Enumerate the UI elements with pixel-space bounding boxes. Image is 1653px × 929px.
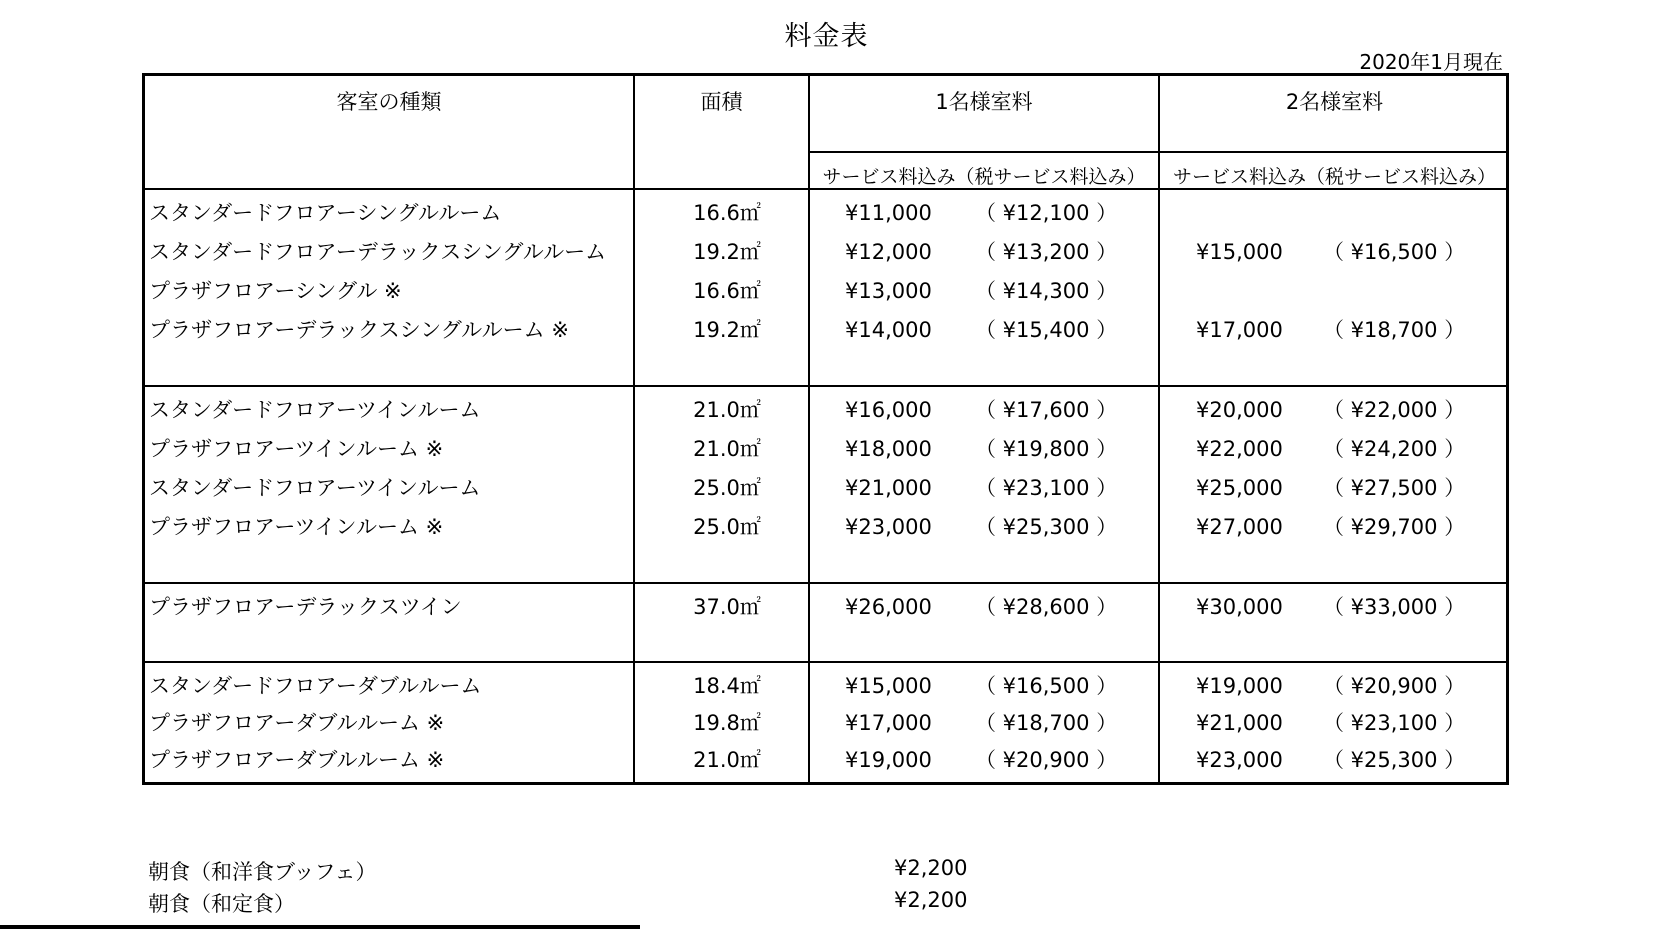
header-rate-single: 1名様室料: [935, 90, 1033, 114]
single-price-cell: ¥13,000: [845, 279, 932, 303]
header-sub-double: サービス料込み（税サービス料込み）: [1172, 166, 1496, 188]
table-row: [145, 272, 1506, 311]
single-price-cell: ¥18,000: [845, 437, 932, 461]
single-price-tax-cell: （ ¥13,200 ）: [975, 240, 1118, 264]
header-rate-double: 2名様室料: [1285, 90, 1384, 114]
double-price-cell: ¥25,000: [1196, 476, 1283, 500]
header-area: 面積: [700, 90, 743, 114]
single-price-tax-cell: （ ¥17,600 ）: [975, 398, 1118, 422]
group-divider: [145, 661, 1506, 663]
table-row: [145, 430, 1506, 469]
double-price-tax-cell: （ ¥22,000 ）: [1323, 398, 1466, 422]
table-row: [145, 508, 1506, 547]
room-type-cell: スタンダードフロアーシングルルーム: [149, 201, 502, 225]
single-price-tax-cell: （ ¥20,900 ）: [975, 748, 1118, 772]
double-price-cell: ¥22,000: [1196, 437, 1283, 461]
room-type-cell: プラザフロアーシングル ※: [149, 279, 402, 303]
area-cell: 25.0㎡: [693, 476, 761, 500]
double-price-tax-cell: （ ¥20,900 ）: [1323, 674, 1466, 698]
single-price-tax-cell: （ ¥15,400 ）: [975, 318, 1118, 342]
table-row: [145, 704, 1506, 743]
double-price-tax-cell: （ ¥16,500 ）: [1323, 240, 1466, 264]
rate-table: [142, 73, 1509, 785]
table-row: [145, 667, 1506, 706]
single-price-tax-cell: （ ¥16,500 ）: [975, 674, 1118, 698]
double-price-cell: ¥23,000: [1196, 748, 1283, 772]
double-price-cell: ¥21,000: [1196, 711, 1283, 735]
double-price-cell: ¥17,000: [1196, 318, 1283, 342]
room-type-cell: プラザフロアーダブルルーム ※: [149, 748, 445, 772]
double-price-tax-cell: （ ¥27,500 ）: [1323, 476, 1466, 500]
table-row: [145, 741, 1506, 780]
double-price-cell: ¥27,000: [1196, 515, 1283, 539]
table-row: [145, 469, 1506, 508]
room-type-cell: プラザフロアーツインルーム ※: [149, 437, 444, 461]
page-title: 料金表: [784, 21, 869, 52]
room-type-cell: プラザフロアーツインルーム ※: [149, 515, 444, 539]
single-price-cell: ¥16,000: [845, 398, 932, 422]
group-divider: [145, 582, 1506, 584]
room-type-cell: スタンダードフロアーダブルルーム: [149, 674, 482, 698]
single-price-cell: ¥15,000: [845, 674, 932, 698]
room-type-cell: スタンダードフロアーツインルーム: [149, 476, 481, 500]
double-price-tax-cell: （ ¥23,100 ）: [1323, 711, 1466, 735]
table-row: [145, 233, 1506, 272]
area-cell: 16.6㎡: [693, 201, 761, 225]
header-bottom-line: [145, 188, 1506, 190]
double-price-tax-cell: （ ¥33,000 ）: [1323, 595, 1466, 619]
single-price-cell: ¥26,000: [845, 595, 932, 619]
double-price-cell: ¥15,000: [1196, 240, 1283, 264]
single-price-tax-cell: （ ¥23,100 ）: [975, 476, 1118, 500]
double-price-tax-cell: （ ¥18,700 ）: [1323, 318, 1466, 342]
double-price-tax-cell: （ ¥25,300 ）: [1323, 748, 1466, 772]
breakfast-label: 朝食（和定食）: [148, 892, 295, 916]
area-cell: 19.2㎡: [693, 318, 761, 342]
breakfast-price: ¥2,200: [894, 856, 968, 880]
page-edge-line: [0, 925, 640, 929]
group-divider: [145, 385, 1506, 387]
breakfast-label: 朝食（和洋食ブッフェ）: [148, 860, 377, 884]
area-cell: 21.0㎡: [693, 437, 761, 461]
area-cell: 18.4㎡: [693, 674, 761, 698]
header-divider: [810, 151, 1506, 153]
header-sub-single: サービス料込み（税サービス料込み）: [822, 166, 1146, 188]
area-cell: 25.0㎡: [693, 515, 761, 539]
single-price-cell: ¥14,000: [845, 318, 932, 342]
double-price-cell: ¥30,000: [1196, 595, 1283, 619]
single-price-cell: ¥12,000: [845, 240, 932, 264]
area-cell: 16.6㎡: [693, 279, 761, 303]
table-row: [145, 194, 1506, 233]
single-price-cell: ¥23,000: [845, 515, 932, 539]
double-price-tax-cell: （ ¥24,200 ）: [1323, 437, 1466, 461]
header-room-type: 客室の種類: [336, 90, 442, 114]
area-cell: 21.0㎡: [693, 748, 761, 772]
single-price-cell: ¥17,000: [845, 711, 932, 735]
area-cell: 19.8㎡: [693, 711, 761, 735]
single-price-tax-cell: （ ¥19,800 ）: [975, 437, 1118, 461]
room-type-cell: スタンダードフロアーデラックスシングルルーム: [149, 240, 607, 264]
single-price-tax-cell: （ ¥25,300 ）: [975, 515, 1118, 539]
room-type-cell: プラザフロアーデラックスシングルルーム ※: [149, 318, 569, 342]
table-row: [145, 391, 1506, 430]
room-type-cell: プラザフロアーデラックスツイン: [149, 595, 462, 619]
area-cell: 21.0㎡: [693, 398, 761, 422]
single-price-cell: ¥21,000: [845, 476, 932, 500]
single-price-tax-cell: （ ¥14,300 ）: [975, 279, 1118, 303]
double-price-cell: ¥19,000: [1196, 674, 1283, 698]
table-row: [145, 588, 1506, 627]
double-price-tax-cell: （ ¥29,700 ）: [1323, 515, 1466, 539]
breakfast-price: ¥2,200: [894, 888, 968, 912]
single-price-tax-cell: （ ¥12,100 ）: [975, 201, 1118, 225]
room-type-cell: スタンダードフロアーツインルーム: [149, 398, 481, 422]
table-row: [145, 311, 1506, 350]
as-of-date: 2020年1月現在: [1359, 50, 1503, 74]
room-type-cell: プラザフロアーダブルルーム ※: [149, 711, 445, 735]
single-price-cell: ¥11,000: [845, 201, 932, 225]
single-price-tax-cell: （ ¥28,600 ）: [975, 595, 1118, 619]
single-price-tax-cell: （ ¥18,700 ）: [975, 711, 1118, 735]
single-price-cell: ¥19,000: [845, 748, 932, 772]
double-price-cell: ¥20,000: [1196, 398, 1283, 422]
area-cell: 37.0㎡: [693, 595, 761, 619]
area-cell: 19.2㎡: [693, 240, 761, 264]
